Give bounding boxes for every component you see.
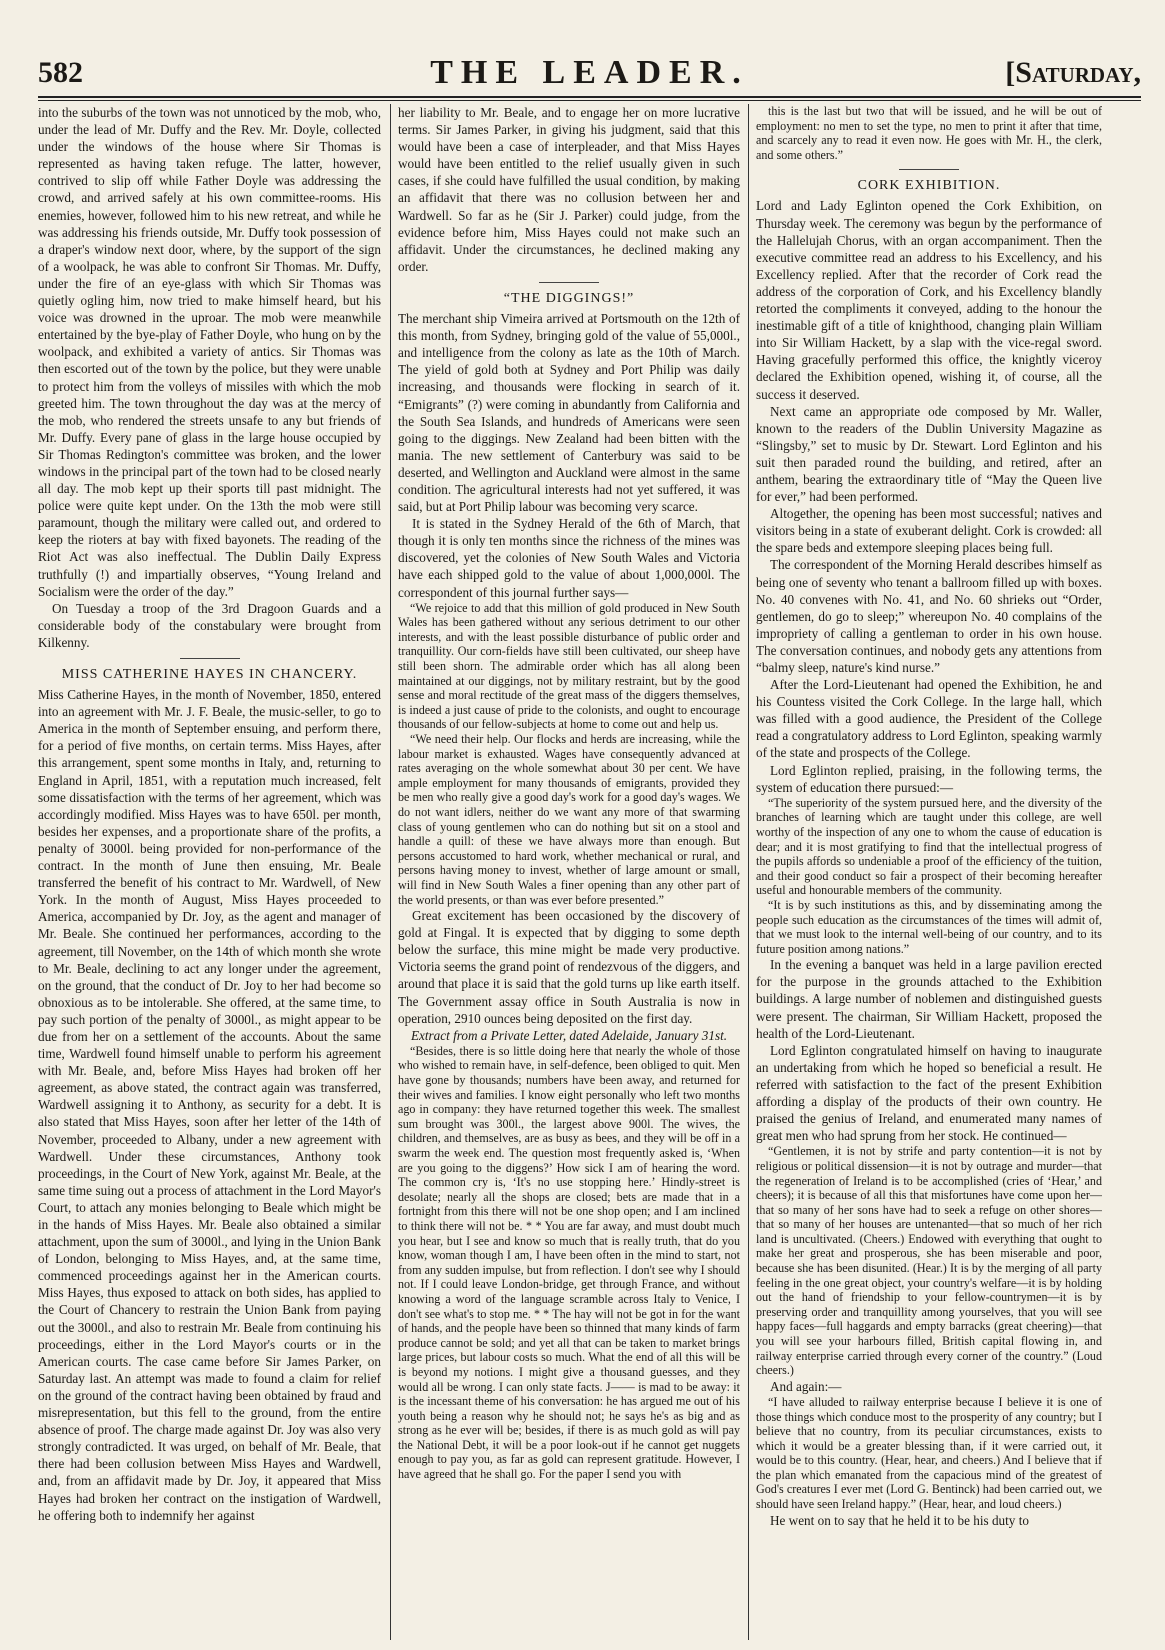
paragraph: into the suburbs of the town was not unnoticed by the mob, who, under the lead of Mr. Duffy and the Rev. Mr. Doyle, collected under the windows of the house where Sir Thomas is represented as having taken refuge. The latter, however, contrived to slip off while Father Doyle was addressing the crowd, and arrived safely at his own committee-rooms. His enemies, however, followed him to his new retreat, and while he was addressing his friends outside, Mr. Duffy took possession of a draper's window next door, where, by the support of the sign of a woolpack, he was able to confront Sir Thomas. Mr. Duffy, under the fire of an eye-glass with which Sir Thomas was quietly ogling him, now tried to make himself heard, but his voice was drowned in the uproar. The mob were meanwhile entertained by the bye-play of Father Doyle, who hung on by the woolpack, and exhibited a variety of antics. Sir Thomas was then escorted out of the town by the police, but they were unable to protect him from the volleys of missiles with which the mob greeted him. The town throughout the day was at the mercy of the mob, who rendered the streets unsafe to any but friends of Mr. Duffy. Every pane of glass in the large house occupied by Sir Thomas Redington's committee was broken, and the lower windows in the principal part of the town had to be closed nearly all day. The mob kept up their sports till past midnight. The police were quite kept under. On the 13th the mob were still paramount, though the military were called out, and ordered to keep the rioters at bay with fixed bayonets. The reading of the Riot Act was also ineffectual. The Dublin Daily Express truthfully (!) and impartially observes, “Young Ireland and Socialism were the order of the day.” (38, 105, 381, 599)
section-divider (899, 169, 959, 170)
paragraph: Lord and Lady Eglinton opened the Cork Exhibition, on Thursday week. The ceremony was begun by the performance of the Hallelujah Chorus, with an organ accompaniment. Then the executive committee read an address to his Excellency, and his Excellency replied. After that the recorder of Cork read the address of the corporation of Cork, and his Excellency blandly retorted the compliments it conveyed, adding to the honour the inestimable gift of a title of knighthood, changing plain William into Sir William Hackett, by a slap with the vice-regal sword. Having gracefully performed this office, the knightly viceroy declared the Exhibition opened, wishing it, of course, all the success it deserved. (756, 198, 1102, 402)
article-heading: CORK EXHIBITION. (857, 178, 1001, 194)
paragraph: Lord Eglinton congratulated himself on having to inaugurate an undertaking from which he hoped so beneficial a result. He referred with satisfaction to the fact of the present Exhibition affording a display of the products of their own country. He praised the genius of Ireland, and enumerated many names of great men who had sprung from her stock. He continued— (756, 1042, 1102, 1144)
paragraph: It is stated in the Sydney Herald of the 6th of March, that though it is only ten months since the richness of the mines was discovered, yet the colonies of New South Wales and Victoria have each shipped gold to the value of about 1,000,000l. The correspondent of this journal further says— (398, 516, 740, 600)
quotation: “I have alluded to railway enterprise because I believe it is one of those things which conduce most to the prosperity of any country; but I believe that no country, from its peculiar circumstances, exists to which it would be a greater blessing than, if it were carried out, it would be to this country. (Hear, hear, and cheers.) And I believe that if the plan which emanated from the capacious mind of the greatest of God's creatures I ever met (Lord G. Bentinck) had been carried out, we should have seen Ireland happy.” (Hear, hear, and loud cheers.) (756, 1394, 1102, 1512)
quotation: “Gentlemen, it is not by strife and party contention—it is not by religious or political dissension—it is not by outrage and murder—that the regeneration of Ireland is to be accomplished (cries of ‘Hear,’ and cheers); it is because of all this that misfortunes have come upon her—that so many of her sons have had to seek a refuge on other shores—that so many of her houses are untenanted—that so much of her rich land is uncultivated. (Cheers.) Endowed with everything that ought to make her great and prosperous, she has been miserable and poor, because she has been disunited. (Hear.) It is by the merging of all party feeling in the one great object, your country's welfare—it is by holding out the hand of friendship to your fellow-countrymen—it is by preserving order and tranquillity among yourselves, that you will see happy faces—full haggards and empty barracks (great cheering)—that you will see your harbours filled, British capital flowing in, and railway enterprise carried through every corner of the country.” (Loud cheers.) (756, 1144, 1102, 1378)
paragraph: Next came an appropriate ode composed by Mr. Waller, known to the readers of the Dublin University Magazine as “Slingsby,” set to music by Dr. Stewart. Lord Eglinton and his suit then paraded round the building, and retired, after an anthem, bearing the extraordinary title of “May the Queen live for ever,” had been performed. (756, 403, 1102, 505)
quotation: “Besides, there is so little doing here that nearly the whole of those who wished to remain have, in self-defence, been obliged to quit. Men have gone by thousands; numbers have been away, and returned for their wives and families. I know eight personally who left two months ago in company: they have returned together this week. The smallest sum brought was 300l., the largest above 900l. The wives, the children, and themselves, are as busy as bees, and they will be off in a swarm the week end. The question most frequently asked is, ‘When are you going to the diggens?’ How sick I am of hearing the word. The common cry is, ‘It's no use stopping here.’ Hindly-street is desolate; nearly all the shops are closed; bets are made that in a fortnight from this there will not be one shop open; and I am inclined to think there will not be. * * You are far away, and must doubt much you hear, but I see and know so much that is really truth, that do you know, woman though I am, I have been often in the mind to start, not from any sudden impulse, but from reflection. I don't see why I should not. If I could leave London-bridge, get through France, and without knowing a word of the language scramble across Italy to Venice, I don't see what's to stop me. * * The hay will not be got in for the want of hands, and the people have been so thinned that many kinds of farm produce cannot be sold; and yet all that can be taken to market brings large prices, but labour costs so much. What the end of all this will be is beyond my notions. I might give a thousand guesses, and they would all be wrong. I can only state facts. J—— is mad to be away: it is the incessant theme of his conversation: he has argued me out of his youth being a reason why he should not; he says he's as big and as strong as he ever will be; besides, if there is as much gold as will pay the National Debt, it will be a poor look-out if he cannot get nuggets enough to pay you, as far as gold can represent gratitude. However, I have agreed that he shall go. For the paper I send you with (398, 1043, 740, 1482)
masthead-rule-thin (38, 100, 1141, 101)
article-heading: MISS CATHERINE HAYES IN CHANCERY. (61, 667, 358, 682)
quotation: “We need their help. Our flocks and herds are increasing, while the labour market is exhausted. Wages have consequently advanced at rates averaging on the whole somewhat about 30 per cent. We have ample employment for many thousands of emigrants, provided they be men who really give a good day's work for a good day's wages. We do not want idlers, neither do we want any more of that swarming class of young gentlemen who can do nothing but sit on a stool and handle a quill: of these we have always more than enough. But persons accustomed to hard work, whether mechanical or rural, and persons having money to invest, whether of large amount or small, will find in New South Wales a finer opening than any other part of the world presents, or than was ever before presented.” (398, 731, 740, 907)
article-heading: “THE DIGGINGS!” (503, 290, 635, 306)
paragraph: In the evening a banquet was held in a large pavilion erected for the purpose in the grounds attached to the Exhibition buildings. A large number of noblemen and distinguished guests were present. The chairman, Sir William Hackett, proposed the health of the Lord-Lieutenant. (756, 957, 1102, 1041)
newspaper-title: THE LEADER. (430, 54, 749, 91)
column-divider (390, 104, 391, 1640)
quotation: “It is by such institutions as this, and by disseminating among the people such education as the circumstances of the times will admit of, that we must look to the internal well-being of our country, and to its future position among nations.” (756, 897, 1102, 956)
paragraph: After the Lord-Lieutenant had opened the Exhibition, he and his Countess visited the Cork College. In the large hall, which was filled with a good audience, the President of the College read a congratulatory address to Lord Eglinton, speaking warmly of the state and prospects of the College. (756, 677, 1102, 761)
paragraph: He went on to say that he held it to be his duty to (770, 1512, 1029, 1528)
page-number: 582 (38, 56, 83, 89)
paragraph: Great excitement has been occasioned by the discovery of gold at Fingal. It is expected that by digging to some depth below the surface, this mine might be made very productive. Victoria seems the grand point of rendezvous of the diggers, and around that place it is said that the gold turns up like earth itself. The Government assay office in South Australia is now in operation, 2910 ounces being deposited on the first day. (398, 908, 740, 1026)
paragraph: On Tuesday a troop of the 3rd Dragoon Guards and a considerable body of the constabulary were brought from Kilkenny. (38, 600, 381, 650)
paragraph: Lord Eglinton replied, praising, in the following terms, the system of education there pursued:— (756, 762, 1102, 795)
column-divider (748, 104, 749, 1640)
masthead (38, 50, 1141, 96)
paragraph: The merchant ship Vimeira arrived at Portsmouth on the 12th of this month, from Sydney, bringing gold of the value of 55,000l., and intelligence from the colony as late as the 10th of March. The yield of gold both at Sydney and Port Philip was daily increasing, and thousands were flocking in search of it. “Emigrants” (?) were coming in abundantly from California and the South Sea Islands, and hundreds of Americans were seen going to the diggings. New Zealand had been bitten with the mania. The new settlement of Canterbury was said to be deserted, and Wellington and Auckland were almost in the same condition. The agricultural interests had not yet suffered, it was said, but at Port Philip labour was becoming very scarce. (398, 311, 740, 515)
column-3 (756, 104, 1102, 1640)
column-2 (398, 104, 740, 1640)
quotation: this is the last but two that will be issued, and he will be out of employment: no men to set the type, no men to print it after that time, and scarcely any to read it even now. He goes with Mr. H., the clerk, and some others.” (756, 104, 1102, 162)
quotation: “The superiority of the system pursued here, and the diversity of the branches of learning which are taught under this college, are well worthy of the inspection of any one to whom the cause of education is dear; and it is most gratifying to find that the intellectual progress of the pupils affords so undeniable a proof of the efficiency of the tuition, and their good conduct so fair a prospect of their becoming hereafter useful and honourable members of the community. (756, 795, 1102, 898)
quotation: “We rejoice to add that this million of gold produced in New South Wales has been gathered without any serious detriment to our other interests, and with the least possible disturbance of public order and tranquillity. Our corn-fields have still been cultivated, our sheep have still been shorn. The admirable order which has all along been maintained at our diggings, not by military restraint, but by the good sense and moral rectitude of the great mass of the diggers themselves, is indeed a just cause of pride to the colonists, and ought to encourage thousands of our fellow-subjects at home to come out and help us. (398, 600, 740, 732)
paragraph: Miss Catherine Hayes, in the month of November, 1850, entered into an agreement with Mr. J. F. Beale, the music-seller, to go to America in the month of September ensuing, and perform there, for a period of five months, on certain terms. Miss Hayes, after this arrangement, spent some months in Italy, and, returning to England in April, 1851, with a reputation much increased, felt some dissatisfaction with the terms of her agreement, which was accordingly modified. Miss Hayes was to have 650l. per month, besides her expenses, and a proportionate share of the profits, a penalty of 3000l. being provided for non-performance of the contract. In the month of June then ensuing, Mr. Beale transferred the benefit of his contract to Mr. Wardwell, of New York. In the month of August, Miss Hayes proceeded to America, accompanied by Dr. Joy, as the agent and manager of Mr. Beale. She continued her performances, according to the agreement, till November, on the 14th of which month she wrote to Mr. Beale, declining to act any longer under the agreement, on the ground, that the conduct of Dr. Joy to her had become so obnoxious as to be intolerable. She offered, at the same time, to pay such portion of the penalty of 3000l., as might appear to be due from her on a settlement of the accounts. About the same time, Wardwell found himself unable to perform his agreement with Mr. Beale, and, before Miss Hayes had broken off her agreement, as above stated, the contract again was transferred, Wardwell assigning it to Anthony, as security for a debt. It is also stated that Miss Hayes, soon after her letter of the 14th of November, proceeded to Albany, under a new agreement with Wardwell. Under these circumstances, Anthony took proceedings, in the Court of New York, against Mr. Beale, at the same time suing out a process of attachment in the Lord Mayor's Court, to attach any monies belonging to Beale which might be in the hands of Miss Hayes. Mr. Beale also obtained a similar attachment, upon the sum of 3000l., and lying in the Union Bank of London, belonging to Miss Hayes, and, at the same time, commenced proceedings against her in the American courts. Miss Hayes, thus exposed to attack on both sides, has applied to the Court of Chancery to restrain the Union Bank from paying out the 3000l., and also to restrain Mr. Beale from continuing his proceedings, either in the Lord Mayor's courts or in the American courts. The case came before Sir James Parker, on Saturday last. An attempt was made to found a claim for relief on the ground of the contract having been obtained by fraud and misrepresentation, but this fell to the ground, from the entire absence of proof. The charge made against Dr. Joy was also very strongly contradicted. It was urged, on behalf of Mr. Beale, that there had been collusion between Miss Hayes and Wardwell, and, from an affidavit made by Dr. Joy, it appeared that Miss Hayes had broken her contract on the instigation of Wardwell, he offering both to indemnify her against (38, 687, 381, 1523)
issue-date: [Saturday, (1005, 56, 1141, 89)
paragraph: Altogether, the opening has been most successful; natives and visitors being in a state of exuberant delight. Cork is crowded: all the spare beds and extempore sleeping places being full. (756, 506, 1102, 556)
paragraph: The correspondent of the Morning Herald describes himself as being one of seventy who tenant a ballroom filled up with boxes. No. 40 convenes with No. 41, and No. 60 shrieks out “Order, gentlemen, do go to sleep;” whereupon No. 40 complains of the impropriety of calling a gentleman to order in his own house. The conversation continues, and nobody gets any attentions from “balmy sleep, nature's kind nurse.” (756, 557, 1102, 675)
section-divider (539, 282, 599, 283)
masthead-rule (38, 96, 1141, 98)
paragraph: her liability to Mr. Beale, and to engage her on more lucrative terms. Sir James Parker, in giving his judgment, said that this would have been a case of interpleader, and that Miss Hayes would have been entitled to the relief usually given in such cases, if she could have fulfilled the usual condition, by making an affidavit that there was no collusion between her and Wardwell. So far as he (Sir J. Parker) could judge, from the evidence before him, Miss Hayes could not make such an affidavit. Under the circumstances, he declined making any order. (398, 105, 740, 274)
section-divider (180, 658, 240, 659)
letter-subheading: Extract from a Private Letter, dated Adelaide, January 31st. (410, 1027, 728, 1043)
column-1 (38, 104, 381, 1640)
paragraph: And again:— (770, 1378, 842, 1394)
